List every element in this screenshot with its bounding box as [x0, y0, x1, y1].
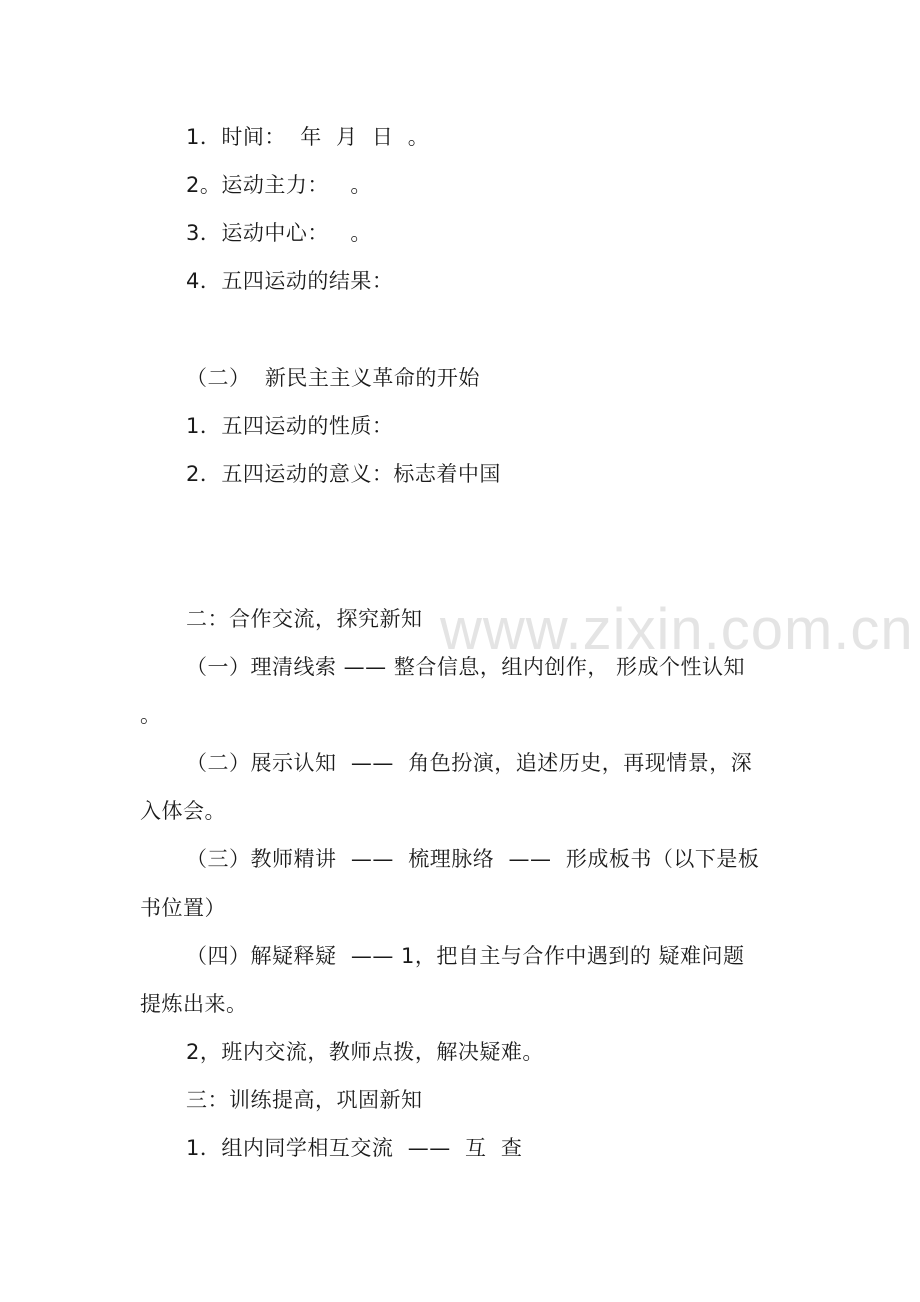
text-line-center: 3．运动中心： 。 — [186, 221, 372, 245]
text-line-class-exchange: 2，班内交流，教师点拨，解决疑难。 — [186, 1040, 544, 1064]
section-heading-training: 三：训练提高，巩固新知 — [186, 1088, 423, 1112]
text-line-group-check: 1．组内同学相互交流 —— 互 查 — [186, 1136, 523, 1160]
text-line-time: 1．时间： 年 月 日 。 — [186, 125, 430, 149]
text-line-clue: （一）理清线索 —— 整合信息，组内创作， 形成个性认知 — [186, 655, 746, 679]
watermark: www.zixin.com.cn — [440, 597, 914, 662]
section-heading-cooperation: 二：合作交流，探究新知 — [186, 607, 423, 631]
text-line-resolve: （四）解疑释疑 —— 1，把自主与合作中遇到的 疑难问题 — [186, 944, 745, 968]
text-line-significance: 2．五四运动的意义：标志着中国 — [186, 462, 501, 486]
text-line-main-force: 2。运动主力： 。 — [186, 173, 372, 197]
text-line-resolve-cont: 提炼出来。 — [140, 992, 248, 1016]
text-line-clue-cont: 。 — [140, 703, 162, 727]
text-line-teacher: （三）教师精讲 —— 梳理脉络 —— 形成板书（以下是板 — [186, 847, 760, 871]
section-heading-new-democratic: （二） 新民主主义革命的开始 — [186, 366, 480, 390]
text-line-show: （二）展示认知 —— 角色扮演，追述历史，再现情景，深 — [186, 751, 753, 775]
text-line-result: 4．五四运动的结果： — [186, 269, 394, 293]
text-line-nature: 1．五四运动的性质： — [186, 414, 394, 438]
text-line-teacher-cont: 书位置） — [140, 896, 226, 920]
text-line-show-cont: 入体会。 — [140, 799, 226, 823]
